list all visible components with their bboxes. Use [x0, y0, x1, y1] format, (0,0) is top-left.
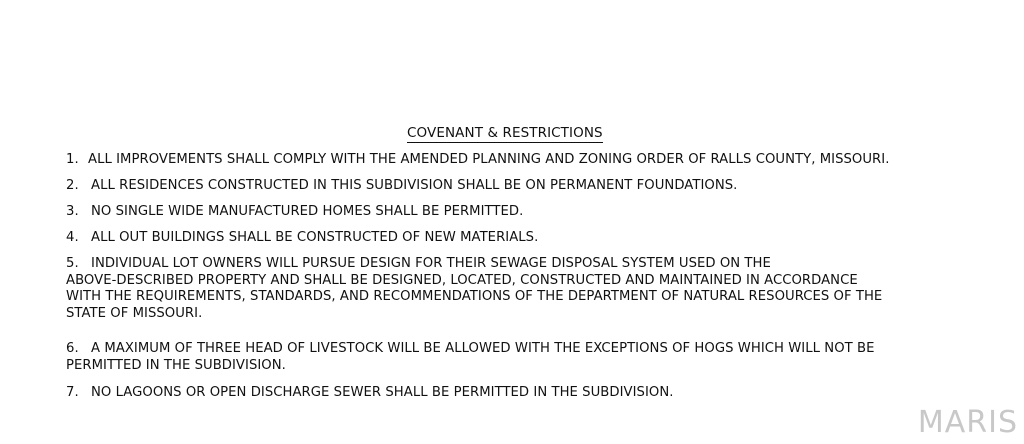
- item-text-line-1: A MAXIMUM OF THREE HEAD OF LIVESTOCK WILL BE ALLOWED WITH THE EXCEPTIONS OF HOGS WHICH WILL NOT BE: [91, 341, 875, 356]
- covenant-item-5: [66, 256, 882, 322]
- item-number: 1.: [66, 152, 79, 167]
- covenant-item-1: [66, 151, 889, 169]
- item-text-line-2: ABOVE-DESCRIBED PROPERTY AND SHALL BE DESIGNED, LOCATED, CONSTRUCTED AND MAINTAINED IN ACCORDANCE: [66, 272, 858, 288]
- item-text: NO SINGLE WIDE MANUFACTURED HOMES SHALL BE PERMITTED.: [91, 204, 524, 219]
- item-number: 2.: [66, 178, 79, 193]
- item-number: 6.: [66, 341, 79, 356]
- item-text-line-4: STATE OF MISSOURI.: [66, 305, 203, 321]
- item-text-line-2: PERMITTED IN THE SUBDIVISION.: [66, 358, 286, 373]
- item-text: ALL IMPROVEMENTS SHALL COMPLY WITH THE AMENDED PLANNING AND ZONING ORDER OF RALLS COUNTY, MISSOURI.: [88, 152, 890, 167]
- covenant-item-6: [66, 340, 874, 374]
- item-number: 4.: [66, 230, 79, 245]
- item-number: 3.: [66, 204, 79, 219]
- item-text-line-1: INDIVIDUAL LOT OWNERS WILL PURSUE DESIGN FOR THEIR SEWAGE DISPOSAL SYSTEM USED ON THE: [91, 256, 771, 271]
- item-text: NO LAGOONS OR OPEN DISCHARGE SEWER SHALL BE PERMITTED IN THE SUBDIVISION.: [91, 385, 674, 400]
- covenant-item-4: [66, 229, 538, 247]
- document-title: COVENANT & RESTRICTIONS: [407, 125, 603, 141]
- item-number: 7.: [66, 385, 79, 400]
- covenant-item-3: [66, 203, 523, 221]
- item-text: ALL RESIDENCES CONSTRUCTED IN THIS SUBDIVISION SHALL BE ON PERMANENT FOUNDATIONS.: [91, 178, 738, 193]
- item-number: 5.: [66, 256, 79, 271]
- maris-watermark: MARIS: [917, 405, 1018, 440]
- covenant-item-7: [66, 384, 674, 402]
- item-text-line-3: WITH THE REQUIREMENTS, STANDARDS, AND RECOMMENDATIONS OF THE DEPARTMENT OF NATURAL RESOURCES OF THE: [66, 289, 883, 305]
- item-text: ALL OUT BUILDINGS SHALL BE CONSTRUCTED OF NEW MATERIALS.: [91, 230, 539, 245]
- covenant-item-2: [66, 177, 737, 195]
